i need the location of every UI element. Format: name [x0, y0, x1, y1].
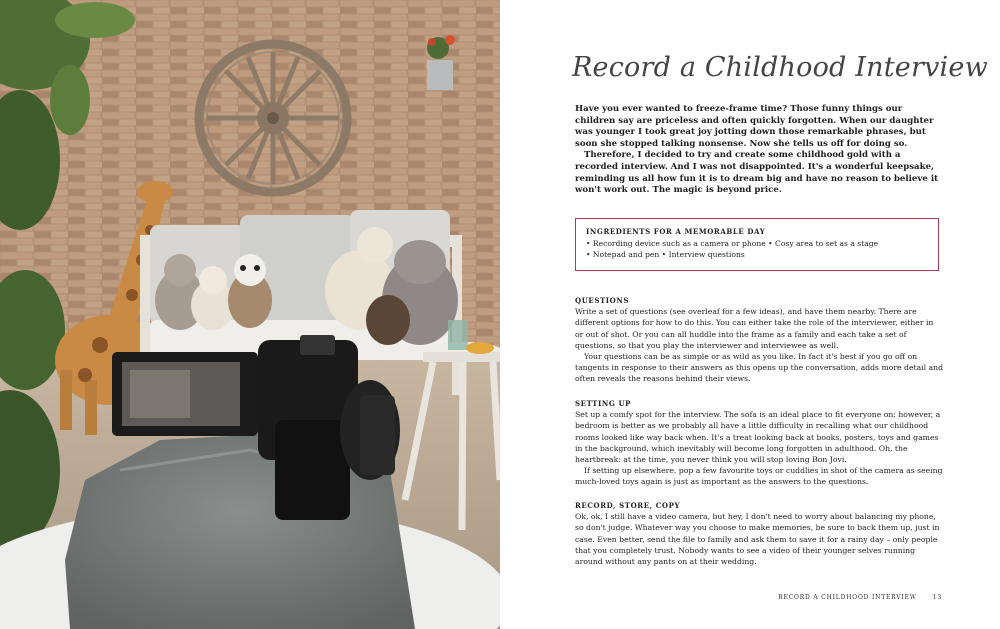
section-paragraph: Your questions can be as simple or as wild as you like. In fact it's best if you go off on tangents in response to their answers as this opens up the conversation, adds more detail and often reveals the reasons behind their views. — [575, 352, 943, 384]
ingredients-line: • Recording device such as a camera or phone • Cosy area to set as a stage — [586, 239, 879, 248]
ingredients-line: • Notepad and pen • Interview questions — [586, 250, 745, 259]
section-heading: QUESTIONS — [575, 296, 630, 305]
section-questions — [575, 295, 943, 385]
intro-paragraph: Have you ever wanted to freeze-frame time? Those funny things our children say are priceless and often quickly forgotten. When our daughter was younger I took great joy jotting down those remarkable phrases, but soon she stopped talking nonsense. Now she tells us off for doing so. — [575, 104, 934, 149]
section-paragraph: Set up a comfy spot for the interview. The sofa is an ideal place to fit everyone on; however, a bedroom is better as we probably all have a little difficulty in recalling what our childhood rooms looked like way back when. It's a treat looking back at books, posters, toys and games in the background, which inevitably will become long forgotten in adulthood. Oh, the heartbreak: at the time, you never think you will stop loving Bon Jovi. — [575, 410, 941, 465]
page-footer — [778, 594, 942, 601]
section-paragraph: Ok, ok, I still have a video camera, but hey, I don't need to worry about balancing my phone, so don't judge. Whatever way you choose to make memories, be sure to back them up, just in case. Even better, send the file to family and ask them to save it for a rainy day – only people that you completely trust. Nobody wants to see a video of their younger selves running around without any pants on at their wedding. — [575, 512, 940, 567]
section-heading: SETTING UP — [575, 399, 632, 408]
ingredients-box — [575, 218, 939, 271]
page-title: Record a Childhood Interview — [572, 52, 988, 83]
wagon-wheel — [199, 44, 347, 192]
text-page — [500, 0, 1000, 629]
running-title: RECORD A CHILDHOOD INTERVIEW — [778, 594, 917, 601]
intro-text — [575, 104, 941, 197]
section-paragraph: If setting up elsewhere, pop a few favourite toys or cuddlies in shot of the camera as seeing much-loved toys again is just as important as the answers to the questions. — [575, 466, 943, 487]
section-paragraph: Write a set of questions (see overleaf for a few ideas), and have them nearby. There are different options for how to do this. You can either take the role of the interviewer, either in or out of shot. Or you can all huddle into the frame as a family and each take a set of questions, so that you play the interviewer and interviewee as well. — [575, 307, 934, 350]
intro-paragraph: Therefore, I decided to try and create some childhood gold with a recorded interview. And I was not disappointed. It's a wonderful keepsake, reminding us all how fun it is to dream big and have no reason to believe it won't work out. The magic is beyond price. — [575, 150, 939, 196]
section-setting-up — [575, 398, 943, 488]
page-number: 13 — [932, 594, 942, 601]
ingredients-heading: INGREDIENTS FOR A MEMORABLE DAY — [586, 227, 766, 236]
section-record-store-copy — [575, 500, 943, 567]
section-heading: RECORD, STORE, COPY — [575, 501, 681, 510]
